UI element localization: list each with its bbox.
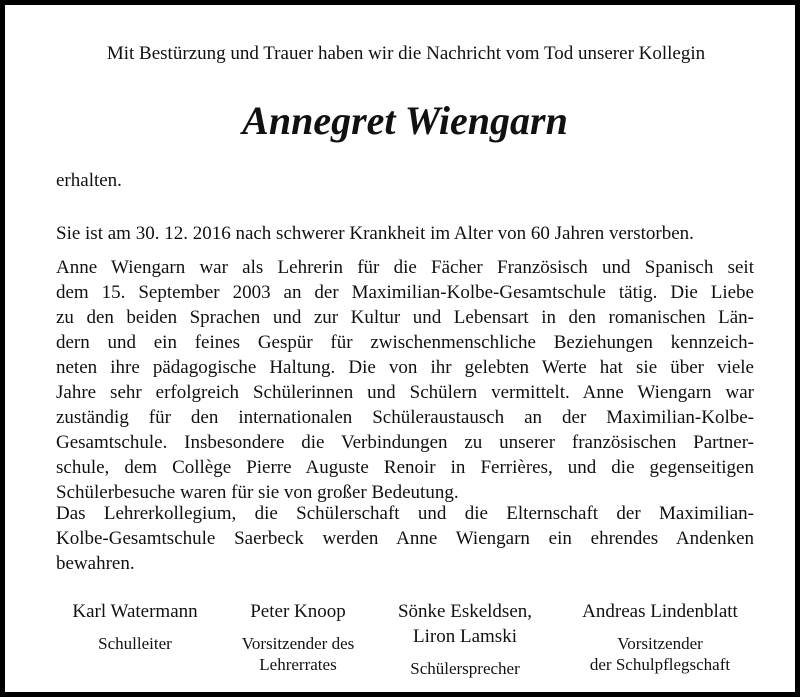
signatory-name: Liron Lamski	[413, 626, 517, 647]
signatory-name: Andreas Lindenblatt	[582, 601, 738, 622]
signatory-role: der Schulpflegschaft	[589, 655, 731, 674]
signatory-role: Vorsitzender	[617, 634, 703, 653]
text-line: Jahre sehr erfolgreich Schülerinnen und Schülern vermittelt. Anne Wiengarn war	[56, 382, 754, 403]
signatory-teachers-council	[213, 599, 383, 675]
biography-paragraph	[56, 255, 754, 505]
signatory-name: Peter Knoop	[250, 601, 346, 622]
signatory-school-board	[560, 599, 760, 675]
text-line: Sie ist am 30. 12. 2016 nach schwerer Krankheit im Alter von 60 Jahren verstorben.	[56, 223, 694, 244]
text-line: Das Lehrerkollegium, die Schülerschaft und die Elternschaft der Maximilian-	[56, 503, 754, 524]
intro-text: Mit Bestürzung und Trauer haben wir die Nachricht vom Tod unserer Kollegin	[106, 43, 706, 64]
remembrance-paragraph	[56, 501, 754, 576]
signatory-role: Schülersprecher	[410, 659, 520, 678]
text-line: schule, dem Collège Pierre Auguste Renoir in Ferrières, und die gegenseitigen	[56, 457, 754, 478]
text-line: Gesamtschule. Insbesondere die Verbindungen zu unserer französischen Partner-	[56, 432, 754, 453]
text-line: dem 15. September 2003 an der Maximilian-Kolbe-Gesamtschule tätig. Die Liebe	[56, 282, 754, 303]
signatory-name: Karl Watermann	[72, 601, 198, 622]
text-line: bewahren.	[56, 553, 135, 574]
signatory-principal	[50, 599, 220, 654]
text-line: zuständig für den internationalen Schüleraustausch an der Maximilian-Kolbe-	[56, 407, 754, 428]
signatory-role: Schulleiter	[98, 634, 172, 653]
intro-continuation: erhalten.	[56, 170, 122, 191]
signatory-student-speakers	[380, 599, 550, 679]
signatory-name: Sönke Eskeldsen,	[397, 601, 533, 622]
text-line: dern und ein feines Gespür für zwischenmenschliche Beziehungen kennzeich-	[56, 332, 754, 353]
text-line: Kolbe-Gesamtschule Saerbeck werden Anne Wiengarn ein ehrendes Andenken	[56, 528, 754, 549]
signatory-role: Vorsitzender des	[241, 634, 355, 653]
text-line: Anne Wiengarn war als Lehrerin für die Fächer Französisch und Spanisch seit	[56, 257, 754, 278]
text-line: Schülerbesuche waren für sie von großer Bedeutung.	[56, 482, 459, 503]
text-line: neten ihre pädagogische Haltung. Die von ihr gelebten Werte hat sie über viele	[56, 357, 754, 378]
text-line: zu den beiden Sprachen und zur Kultur und Lebensart in den romanischen Län-	[56, 307, 754, 328]
signatory-role: Lehrerrates	[259, 655, 337, 674]
death-paragraph	[56, 221, 754, 246]
deceased-name: Annegret Wiengarn	[242, 98, 568, 143]
